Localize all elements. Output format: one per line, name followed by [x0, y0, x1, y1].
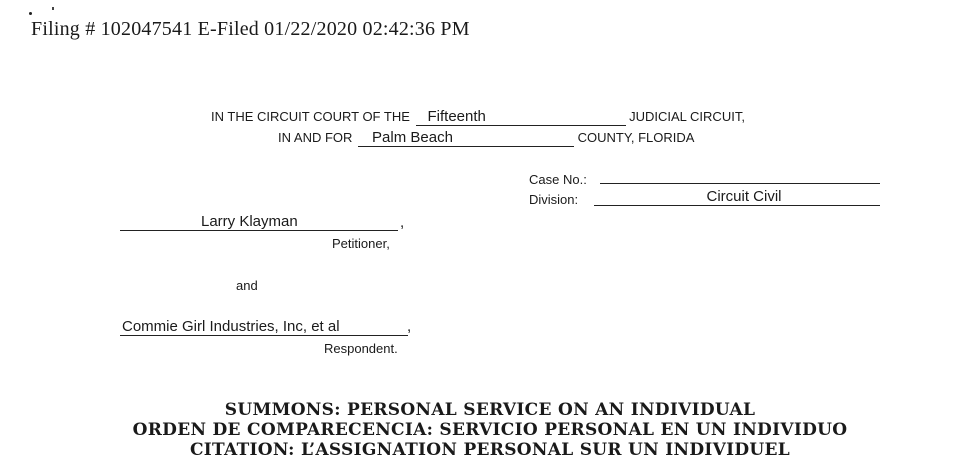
- title-spanish: ORDEN DE COMPARECENCIA: SERVICIO PERSONAL EN UN INDIVIDUO: [132, 420, 848, 440]
- petitioner-line: [120, 230, 398, 231]
- division-value: Circuit Civil: [706, 188, 782, 205]
- case-no-line: [600, 183, 880, 184]
- respondent-name: Commie Girl Industries, Inc, et al: [122, 318, 340, 335]
- title-french: CITATION: L’ASSIGNATION PERSONAL SUR UN INDIVIDUEL: [189, 440, 791, 460]
- petitioner-label: Petitioner,: [332, 236, 390, 251]
- filing-header: Filing # 102047541 E-Filed 01/22/2020 02:42:36 PM: [31, 18, 470, 40]
- court-suffix: JUDICIAL CIRCUIT,: [629, 109, 745, 124]
- scan-mark: [52, 7, 54, 10]
- respondent-line: [120, 335, 408, 336]
- petitioner-comma: ,: [400, 214, 405, 231]
- division-line: [594, 205, 880, 206]
- respondent-comma: ,: [407, 318, 412, 335]
- court-line-1: [211, 109, 745, 126]
- title-english: SUMMONS: PERSONAL SERVICE ON AN INDIVIDUAL: [224, 400, 756, 420]
- case-no-label: Case No.:: [529, 172, 587, 187]
- county-field: Palm Beach: [358, 130, 574, 147]
- division-label: Division:: [529, 192, 579, 207]
- respondent-label: Respondent.: [324, 341, 398, 356]
- court-line-2: [278, 130, 694, 147]
- and-label: and: [236, 278, 258, 293]
- county-suffix: COUNTY, FLORIDA: [577, 130, 695, 145]
- petitioner-name: Larry Klayman: [201, 213, 298, 230]
- scan-mark: [29, 12, 32, 15]
- court-prefix: IN THE CIRCUIT COURT OF THE: [211, 109, 410, 124]
- circuit-field: Fifteenth: [416, 109, 626, 126]
- county-prefix: IN AND FOR: [278, 130, 353, 145]
